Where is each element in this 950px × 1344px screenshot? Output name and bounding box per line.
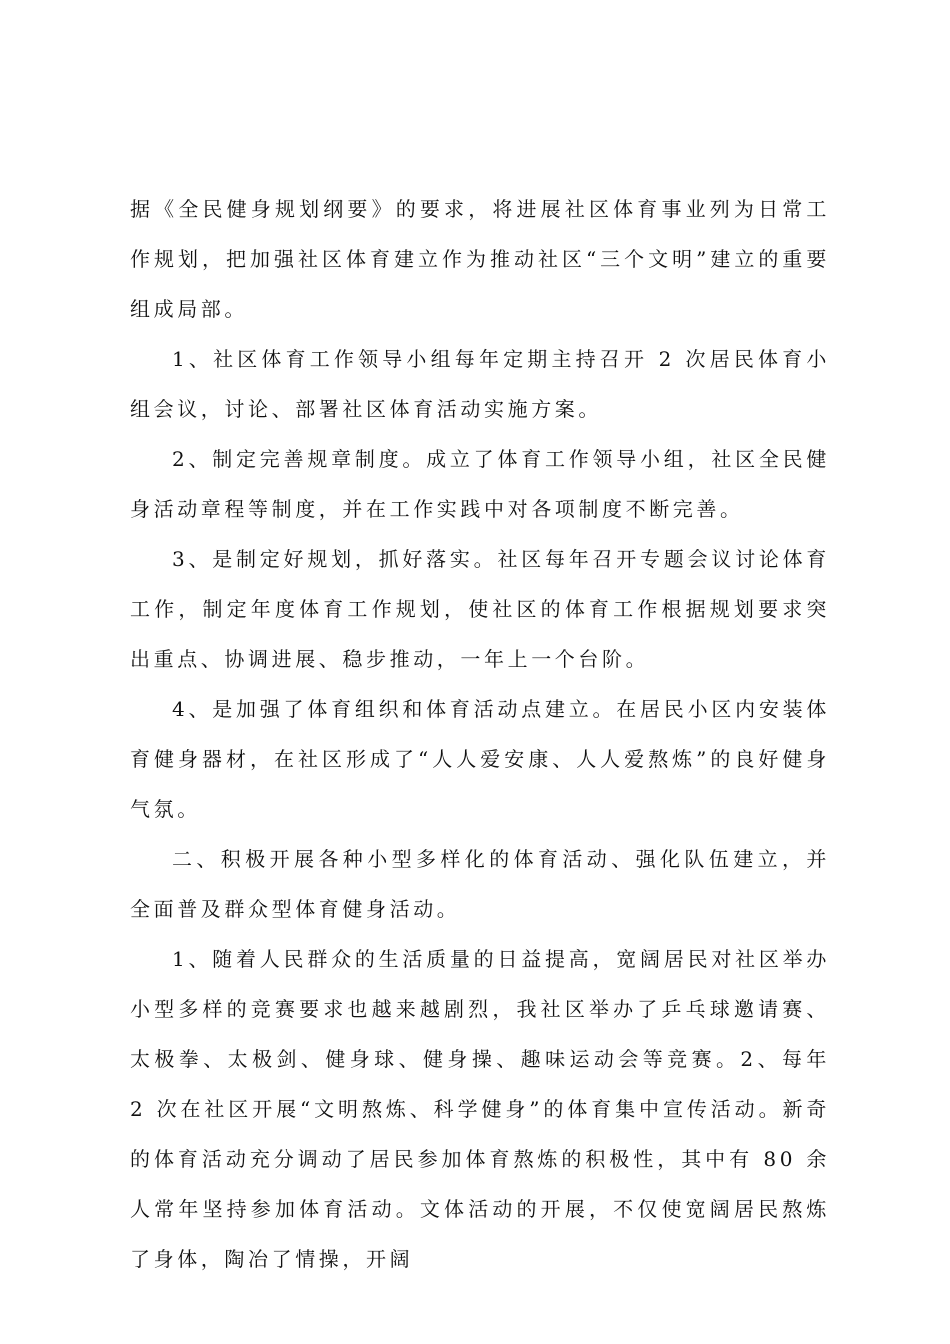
paragraph-section-2: 二、积极开展各种小型多样化的体育活动、强化队伍建立，并全面普及群众型体育健身活动。 (130, 847, 830, 921)
paragraph-item-2: 2、制定完善规章制度。成立了体育工作领导小组，社区全民健身活动章程等制度，并在工作实践中对各项制度不断完善。 (130, 447, 830, 521)
document-body (130, 184, 830, 1284)
paragraph-item-4: 4、是加强了体育组织和体育活动点建立。在居民小区内安装体育健身器材，在社区形成了“人人爱安康、人人爱熬炼”的良好健身气氛。 (130, 697, 830, 821)
paragraph-item-1: 1、社区体育工作领导小组每年定期主持召开 2 次居民体育小组会议，讨论、部署社区体育活动实施方案。 (130, 347, 830, 421)
paragraph-intro: 据《全民健身规划纲要》的要求，将进展社区体育事业列为日常工作规划，把加强社区体育建立作为推动社区“三个文明”建立的重要组成局部。 (130, 197, 830, 321)
paragraph-item-3: 3、是制定好规划，抓好落实。社区每年召开专题会议讨论体育工作，制定年度体育工作规划，使社区的体育工作根据规划要求突出重点、协调进展、稳步推动，一年上一个台阶。 (130, 547, 830, 671)
paragraph-section-2-item-1: 1、随着人民群众的生活质量的日益提高，宽阔居民对社区举办小型多样的竞赛要求也越来越剧烈，我社区举办了乒乓球邀请赛、太极拳、太极剑、健身球、健身操、趣味运动会等竞赛。2、每年 2 次在社区开展“文明熬炼、科学健身”的体育集中宣传活动。新奇的体育活动充分调动了居民参加体育熬炼的积极性，其中有 80 余人常年坚持参加体育活动。文体活动的开展，不仅使宽阔居民熬炼了身体，陶冶了情操，开阔 (130, 947, 830, 1271)
